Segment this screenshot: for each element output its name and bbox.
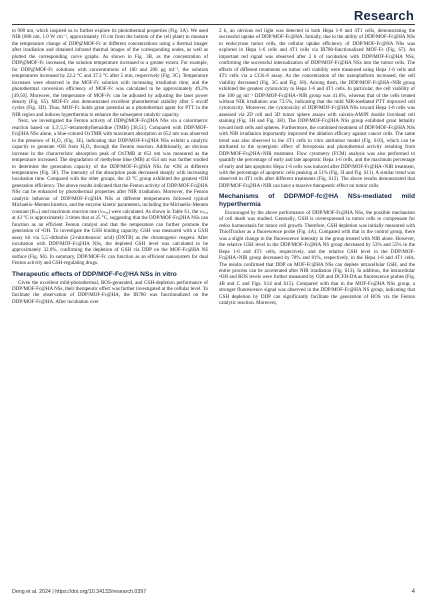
left-column [12, 28, 208, 305]
header-rule [12, 24, 415, 25]
right-column [219, 28, 415, 307]
right-paragraph-1: 2 h, an obvious red light was detected in both Hepa 1-6 and 4T1 cells, demonstrating the successful uptake of DDP/MOF-Fc@HA. Initially, due to the ability of DDP/MOF-Fc@HA NSs to endocytose tumor cells, the cellular uptake efficiency of DDP/MOF-Fc@HA NSs was explored in Hepa 1-6 cells and 4T1 cells via IR780-functionalized MOF-Fc (Fig. S7). An important red signal was observed after 2 h of incubation with DDP/MOF-Fc@HA NSs, confirming the successful internalization of DDP/MOF-Fc@HA NSs into the tumor cells. The effects of different treatments on tumor cell viability were measured using Hepa 1-6 cells and 4T1 cells via a CCK-8 assay. As the concentration of the nanoplatform increased, the cell viability decreased (Fig. 3G and Fig. S8). Among them, the DDP/MOF-Fc@HA+NIR group exhibited the greatest cytotoxicity to Hepa 1-6 and 4T1 cells. In particular, the cell viability of the 100 μg ml⁻¹ DDP/MOF-Fc@HA+NIR group was 41.6%, whereas that of the cells treated without NIR irradiation was 73.5%, indicating that the mild NIR-mediated PTT improved cell cytotoxicity. Moreover, the cytotoxicity of DDP/MOF-Fc@HA NSs toward Hepa 1-6 cells was assessed via 2D cell and 3D tumor sphere assays with calcein-AM/PI double live/dead cell staining (Fig. 3H and Fig. 3H). The DDP/MOF-Fc@HA NSs group exhibited great lethality toward both cells and spheres. Furthermore, the combined treatment of DDP/MOF-Fc@HA NSs with NIR irradiation importantly improved the ablation efficacy against cancer cells. The same trend was also observed in the 4T1 cells in vitro antitumor model (Fig. S10), which can be attributed to the synergistic effect of ferroptosis and photothermal activity resulting from DDP/MOF-Fc@HA+NIR treatment. Flow cytometry (FCM) analysis was also performed to quantify the percentage of early and late apoptotic Hepa 1-6 cells, and the maximum percentage of early and late apoptotic Hepa 1-6 cells was induced after DDP/MOF-Fc@HA+NIR treatment, with the percentage of apoptotic cells peaking at 51% (Fig. 3I and Fig. S11). A similar trend was observed in 4T1 cells after different treatments (Fig. S12). The above results demonstrated that DDP/MOF-Fc@HA+NIR can have a massive therapeutic effect on tumor cells. [219, 28, 415, 189]
left-paragraph-1: to 900 nm, which inspired us to further explore its photothermal properties (Fig. 3A). We used NIR (808 nm, 1.0 W cm⁻², approximately 10 cm from the bottom of the cell plate) to measure the temperature change of DDP@MOF-Fc at different concentrations using a thermal imager after irradiation and obtained infrared thermal images of the corresponding nodes, as well as plotted the corresponding curve graphs. As shown in Fig. 3B, as the concentration of DDP@MOF-Fc increased, the solution temperature increased to a greater extent. For example, for DDP@MOF-Fc solutions with concentrations of 100 and 200 μg ml⁻¹, the solution temperatures increased by 22.2 °C and 37.3 °C after 5 min, respectively (Fig. 3C). Temperature increases were observed in the MOF-Fc solution with increasing irradiation time, and the photothermal conversion efficiency of MOF-Fc was calculated to be approximately 49.2% [49,50]. Moreover, the temperature of MOF-Fc can be adjusted by adjusting the laser power density (Fig. S5). MOF-Fc also demonstrated excellent photothermal stability after 5 on/off cycles (Fig. 3D). Thus, MOF-Fc holds great potential as a photothermal agent for PTT in the NIR region and induces hyperthermia to enhance the subsequent catalytic capacity. [12, 28, 208, 118]
section-heading-mechanisms: Mechanisms of DDP/MOF-fc@HA NSs-mediated mild hyperthermia [219, 193, 415, 209]
section-heading-therapeutic-effects: Therapeutic effects of DDP/MOF-Fc@HA NSs in vitro [12, 270, 177, 278]
page-number: 4 [411, 589, 415, 595]
left-paragraph-2: Next, we investigated the Fenton activity of DDP@MOF-Fc@HA NSs via a colorimetric reaction based on 3,3′,5,5′-tetramethylbenzidine (TMB) [38,51]. Compared with DDP/MOF-Fc@HA NSs alone, a blue-colored OxTMB with maximum absorption at 652 nm was observed in the presence of H₂O₂ (Fig. 3E), indicating that DDP/MOF-Fc@HA NSs exhibit a catalytic capacity to generate •OH from H₂O₂ through the Fenton reaction. Additionally, an obvious increase in the characteristic absorption peak of OxTMB at 652 nm was measured as the temperature increased. The degradation of methylene blue (MB) at 654 nm was further studied to determine the generation capacity of the DDP/MOF-Fc@HA NSs for •OH at different temperatures (Fig. 3F). The intensity of the absorption peak decreased sharply with increasing incubation time. Compared with the other groups, the 43 °C group exhibited the greatest •OH generation efficiency. The above results indicated that the Fenton activity of DDP/MOF-Fc@HA NSs can be enhanced by photothermal properties after NIR irradiation. Moreover, the Fenton catalytic behavior of DDP/MOF-Fc@HA NSs at different temperatures followed typical Michaelis–Menten kinetics, and the enzyme kinetic parameters, including the Michaelis–Menten constant (Kₘ) and maximum reaction rate (vₘₐₓ) were calculated. As shown in Table S1, the vₘₐₓ at 43 °C is approximately 3 times that at 25 °C, suggesting that the DDP/MOF-Fc@HA NSs can function as an efficient Fenton catalyst and that the temperature can further promote the generation of •OH. To investigate the GSH binding capacity, GSH was measured with a GSH assay kit via 5,5′-dithiobis (2-nitrobenzoic acid) (DNTB) as the chromogenic reagent. After incubation with DDP/MOF-Fc@HA NSs, the depleted GSH level was calculated to be approximately 32.6%, confirming the depletion of GSH via DDP on the MOF-Fc@HA NS surface (Fig. S6). In summary, DDP/MOF-Fc can function as an efficient nanosystem for dual Fenton activity and GSH-regulating drugs. [12, 118, 208, 267]
left-section-paragraph: Given the excellent mild-photothermal, ROS-generated, and GSH-depletion performance of DDP/MOF-Fc@HA NSs, their therapeutic effect was further investigated at the cellular level. To facilitate the observation of DDP/MOF-Fc@HA, the IR780 was functionalized on the DDP/MOF-Fc@HA. After incubation over [12, 279, 208, 305]
footer-citation: Deng et al. 2024 | https://doi.org/10.34133/research.0397 [12, 589, 147, 595]
right-section-paragraph: Encouraged by the above performance of DDP/MOF-Fc@HA NSs, the possible mechanism of cell death was studied. Generally, GSH is overexpressed in tumor cells to compensate for redox homeostasis for tumor cell growth. Therefore, GSH depletion was initially measured with ThiolTracker as a fluorescence probe (Fig. 4A). Compared with that in the control group, there was a slight change in the fluorescence intensity in the group treated with NIR alone. However, the relative GSH level in the DDP/MOF-Fc@HA NS group decreased by 53% and 55% in the Hepa 1-6 and 4T1 cells, respectively, and the relative GSH level in the DDP/MOF-Fc@HA+NIR group decreased by 78% and 81%, respectively, in the Hepa 1-6 and 4T1 cells. The results confirmed that DDP on MOF-Fc@HA NSs can deplete intracellular GSH, and the entire process can be accelerated after NIR irradiation (Fig. S13). In addition, the intracellular •OH and ROS levels were further measured by O28 and DCFH-DA as fluorescence probes (Fig. 4B and C and Figs. S14 and S15). Compared with that in the MOF-Fc@HA NSs group, a stronger fluorescence signal was observed in the DDP/MOF-Fc@HA NS group, indicating that GSH depletion by DDP can significantly facilitate the generation of ROS via the Fenton catalytic reaction. Moreover, [219, 209, 415, 307]
journal-title: Research [353, 8, 414, 23]
